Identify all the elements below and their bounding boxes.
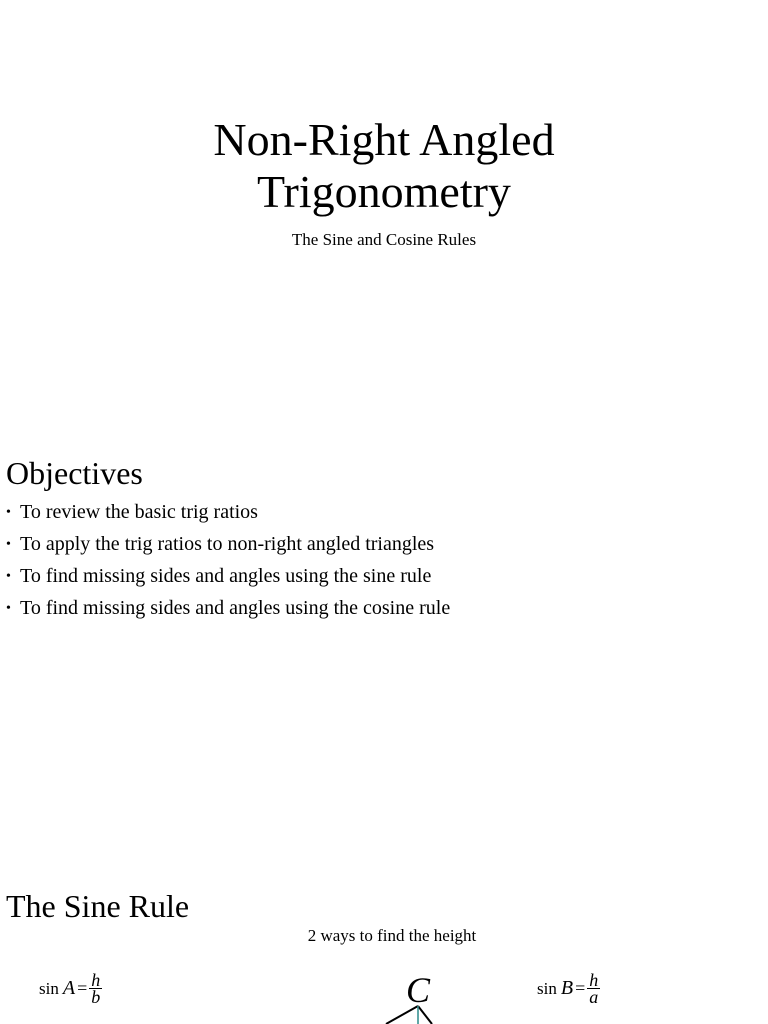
formula-equals: =	[575, 978, 586, 998]
formula-numerator: h	[91, 970, 101, 990]
objective-item	[6, 498, 450, 530]
slide-subtitle: The Sine and Cosine Rules	[291, 230, 477, 249]
objective-text: To find missing sides and angles using the sine rule	[20, 565, 432, 587]
formula-function: sin	[39, 978, 59, 998]
triangle-side-b	[386, 1006, 418, 1024]
formula-fraction	[89, 972, 102, 1005]
objective-item	[6, 594, 450, 626]
formula-equals: =	[77, 978, 88, 998]
triangle-diagram	[370, 1000, 450, 1024]
formula-sin-b	[537, 972, 600, 1005]
formula-function: sin	[537, 978, 557, 998]
sine-rule-caption: 2 ways to find the height	[307, 926, 477, 945]
objective-text: To find missing sides and angles using the cosine rule	[20, 597, 451, 619]
bullet-icon: •	[6, 537, 11, 552]
formula-angle: A	[62, 977, 76, 999]
slide-title	[0, 114, 768, 218]
formula-numerator: h	[589, 970, 599, 990]
formula-sin-a	[39, 972, 102, 1005]
bullet-icon: •	[6, 505, 11, 520]
objectives-heading: Objectives	[6, 455, 143, 491]
formula-fraction	[587, 972, 600, 1005]
objective-item	[6, 562, 450, 594]
triangle-side-a	[418, 1006, 432, 1024]
bullet-icon: •	[6, 569, 11, 584]
slide-title-line-1: Non-Right Angled	[213, 114, 555, 165]
objective-text: To apply the trig ratios to non-right angled triangles	[20, 533, 435, 555]
formula-denominator: b	[91, 987, 101, 1007]
objective-item	[6, 530, 450, 562]
slide-title-line-2: Trigonometry	[257, 166, 511, 217]
formula-angle: B	[560, 977, 574, 999]
sine-rule-heading: The Sine Rule	[6, 888, 190, 924]
vertex-c-label: C	[406, 970, 431, 1010]
objective-text: To review the basic trig ratios	[20, 501, 258, 523]
objectives-list	[6, 498, 450, 626]
formula-denominator: a	[589, 987, 599, 1007]
bullet-icon: •	[6, 601, 11, 616]
